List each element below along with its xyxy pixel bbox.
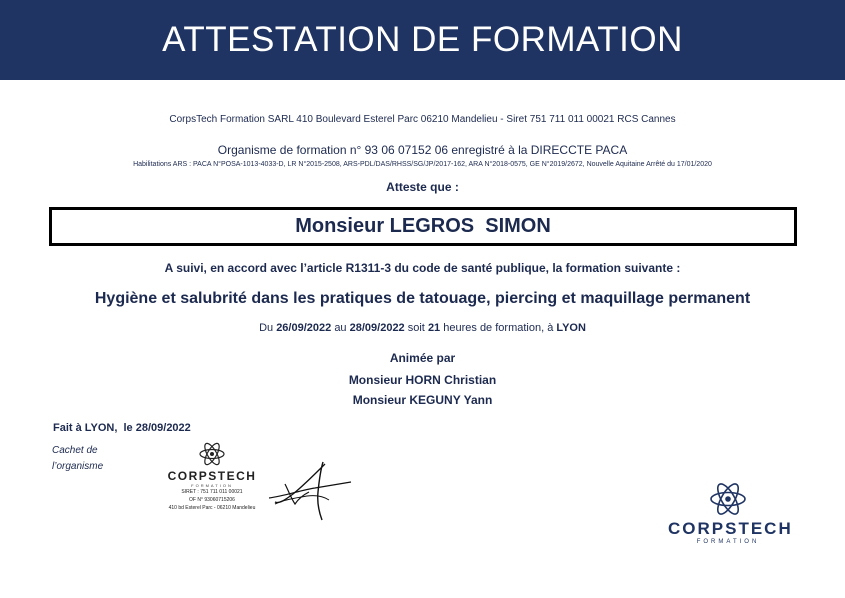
end-date: 28/09/2022 [349, 322, 405, 334]
trainer-name: Monsieur KEGUNY Yann [352, 393, 493, 407]
habilitations-info: Habilitations ARS : PACA N°POSA-1013-4033-D, LR N°2015-2508, ARS-PDL/DAS/RHSS/SG/JP/2017-162, ARA N°2018-0575, GE N°2019/2672, Nouvelle Aquitaine Arrêté du 17/01/2020 [133, 161, 712, 168]
atteste-label: Atteste que : [386, 180, 459, 194]
cachet-line: l’organisme [52, 461, 104, 472]
du-label: Du [259, 322, 274, 334]
signature [265, 458, 355, 524]
hours-label: heures de formation, à [443, 322, 554, 334]
header-banner [0, 0, 845, 80]
soit-label: soit [407, 322, 425, 334]
stamp-brand: CORPSTECH [167, 469, 257, 483]
organisation-stamp [160, 442, 264, 512]
au-label: au [334, 322, 347, 334]
stamp-of-number: OF N° 93060715206 [189, 497, 235, 503]
document-title: ATTESTATION DE FORMATION [162, 20, 683, 59]
formation-city: LYON [556, 322, 586, 334]
suivi-statement: A suivi, en accord avec l’article R1311-3 du code de santé publique, la formation suivante : [164, 261, 681, 275]
organisme-info: Organisme de formation n° 93 06 07152 06 enregistré à la DIRECCTE PACA [217, 143, 628, 157]
stamp-address: 410 bd Esterel Parc - 06210 Mandelieu [168, 505, 256, 511]
cachet-line: Cachet de [52, 445, 98, 456]
trainee-name: Monsieur LEGROS SIMON [49, 207, 797, 246]
trainer-name: Monsieur HORN Christian [348, 373, 497, 387]
stamp-siret: SIRET : 751 711 011 00021 [181, 489, 243, 495]
atom-icon [198, 442, 226, 466]
logo-brand: CORPSTECH [668, 519, 793, 538]
formation-title: Hygiène et salubrité dans les pratiques de tatouage, piercing et maquillage permanent [94, 290, 751, 307]
hours-count: 21 [427, 322, 441, 334]
formation-dates [0, 322, 845, 334]
start-date: 26/09/2022 [276, 322, 332, 334]
stamp-subtitle: FORMATION [191, 483, 233, 488]
fait-a-line: Fait à LYON, le 28/09/2022 [53, 422, 191, 434]
animee-label: Animée par [389, 351, 456, 365]
company-info: CorpsTech Formation SARL 410 Boulevard Esterel Parc 06210 Mandelieu - Siret 751 711 011 00021 RCS Cannes [169, 114, 676, 125]
logo-subtitle: FORMATION [696, 539, 760, 545]
atom-icon [708, 482, 748, 516]
cachet-label [52, 443, 103, 475]
corpstech-logo [668, 482, 793, 545]
